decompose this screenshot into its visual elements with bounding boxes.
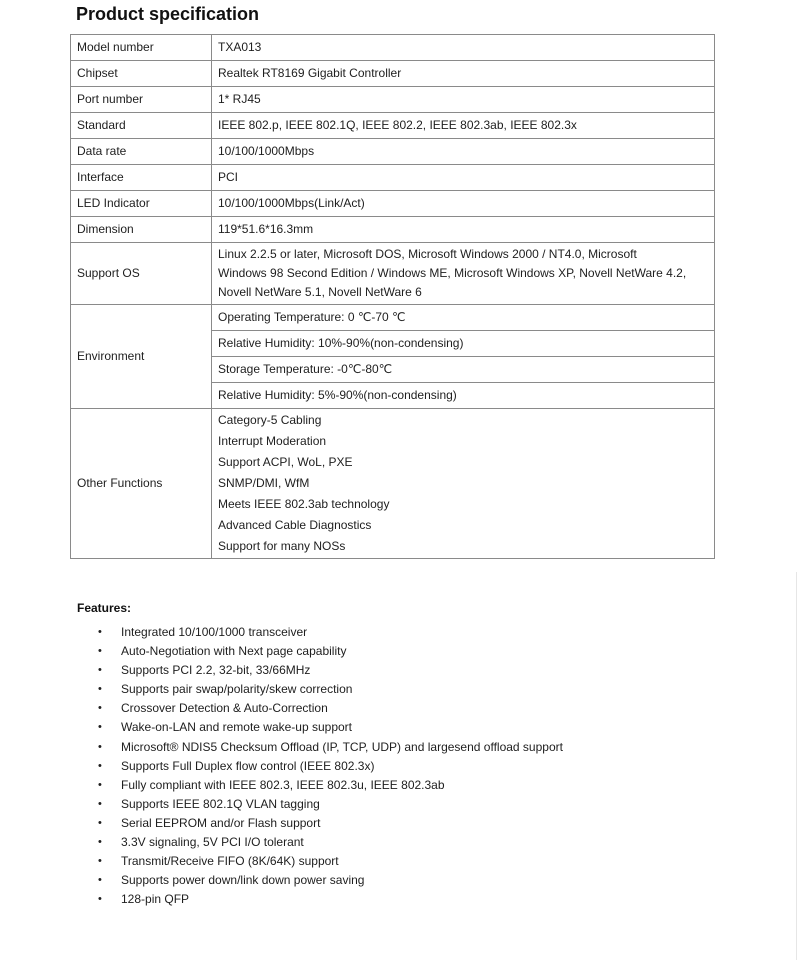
list-item xyxy=(96,852,563,871)
spec-row-chipset xyxy=(71,61,715,87)
feature-text: Wake-on-LAN and remote wake-up support xyxy=(121,720,352,735)
spec-label: Model number xyxy=(71,35,212,61)
support-os-line: Novell NetWare 5.1, Novell NetWare 6 xyxy=(218,285,422,299)
spec-label: Standard xyxy=(71,113,212,139)
list-item xyxy=(96,871,563,890)
spec-value: IEEE 802.p, IEEE 802.1Q, IEEE 802.2, IEEE 802.3ab, IEEE 802.3x xyxy=(212,113,715,139)
feature-text: Supports Full Duplex flow control (IEEE 802.3x) xyxy=(121,758,375,773)
list-item xyxy=(96,699,563,718)
other-function-line: Support ACPI, WoL, PXE xyxy=(218,455,353,469)
feature-text: Auto-Negotiation with Next page capability xyxy=(121,644,347,659)
feature-text: 3.3V signaling, 5V PCI I/O tolerant xyxy=(121,835,304,850)
feature-text: Serial EEPROM and/or Flash support xyxy=(121,815,321,830)
feature-text: Supports IEEE 802.1Q VLAN tagging xyxy=(121,796,320,811)
spec-label: Environment xyxy=(71,305,212,409)
other-function-line: Meets IEEE 802.3ab technology xyxy=(218,497,390,511)
list-item xyxy=(96,680,563,699)
spec-label: Chipset xyxy=(71,61,212,87)
feature-text: Crossover Detection & Auto-Correction xyxy=(121,701,328,716)
spec-table xyxy=(70,34,715,559)
spec-label: Other Functions xyxy=(71,409,212,559)
feature-text: Integrated 10/100/1000 transceiver xyxy=(121,625,308,639)
environment-value: Relative Humidity: 5%-90%(non-condensing) xyxy=(212,383,715,409)
bullet-icon: • xyxy=(98,874,102,887)
feature-text: 128-pin QFP xyxy=(121,892,190,907)
support-os-line: Linux 2.2.5 or later, Microsoft DOS, Microsoft Windows 2000 / NT4.0, Microsoft xyxy=(218,247,637,261)
spec-value: Realtek RT8169 Gigabit Controller xyxy=(212,61,715,87)
features-list xyxy=(96,623,563,909)
spec-row-environment xyxy=(71,305,715,331)
bullet-icon: • xyxy=(98,645,102,658)
bullet-icon: • xyxy=(98,683,102,696)
bullet-icon: • xyxy=(98,759,102,772)
spec-label: Support OS xyxy=(71,243,212,305)
spec-label: Data rate xyxy=(71,139,212,165)
bullet-icon: • xyxy=(98,626,102,638)
list-item xyxy=(96,890,563,909)
other-function-line: Support for many NOSs xyxy=(218,539,346,553)
list-item xyxy=(96,738,563,757)
page-edge-divider xyxy=(796,572,797,960)
support-os-line: Windows 98 Second Edition / Windows ME, Microsoft Windows XP, Novell NetWare 4.2, xyxy=(218,266,687,280)
spec-value-multiline xyxy=(212,243,715,305)
feature-text: Supports pair swap/polarity/skew correction xyxy=(121,682,353,697)
bullet-icon: • xyxy=(98,836,102,849)
spec-value: TXA013 xyxy=(212,35,715,61)
bullet-icon: • xyxy=(98,797,102,810)
feature-text: Transmit/Receive FIFO (8K/64K) support xyxy=(121,854,339,869)
bullet-icon: • xyxy=(98,664,102,677)
bullet-icon: • xyxy=(98,816,102,829)
bullet-icon: • xyxy=(98,893,102,906)
features-heading: Features: xyxy=(77,601,132,615)
environment-value: Storage Temperature: -0℃-80℃ xyxy=(212,357,715,383)
spec-label: LED Indicator xyxy=(71,191,212,217)
list-item xyxy=(96,814,563,833)
other-function-line: Category-5 Cabling xyxy=(218,413,322,427)
spec-value: PCI xyxy=(212,165,715,191)
list-item xyxy=(96,776,563,795)
bullet-icon: • xyxy=(98,702,102,715)
bullet-icon: • xyxy=(98,721,102,734)
list-item xyxy=(96,623,563,642)
feature-text: Supports power down/link down power saving xyxy=(121,873,365,888)
spec-label: Port number xyxy=(71,87,212,113)
spec-value: 1* RJ45 xyxy=(212,87,715,113)
other-function-line: SNMP/DMI, WfM xyxy=(218,476,310,490)
spec-value: 119*51.6*16.3mm xyxy=(212,217,715,243)
list-item xyxy=(96,833,563,852)
list-item xyxy=(96,642,563,661)
feature-text: Microsoft® NDIS5 Checksum Offload (IP, TCP, UDP) and largesend offload support xyxy=(121,739,563,754)
list-item xyxy=(96,795,563,814)
other-function-line: Advanced Cable Diagnostics xyxy=(218,518,372,532)
spec-row-other-functions xyxy=(71,409,715,559)
bullet-icon: • xyxy=(98,740,102,753)
spec-row-led xyxy=(71,191,715,217)
spec-label: Dimension xyxy=(71,217,212,243)
spec-value: 10/100/1000Mbps(Link/Act) xyxy=(212,191,715,217)
spec-label: Interface xyxy=(71,165,212,191)
bullet-icon: • xyxy=(98,778,102,791)
bullet-icon: • xyxy=(98,855,102,868)
spec-value-list xyxy=(212,409,715,559)
spec-row-support-os xyxy=(71,243,715,305)
list-item xyxy=(96,718,563,737)
environment-value: Operating Temperature: 0 ℃-70 ℃ xyxy=(212,305,715,331)
environment-value: Relative Humidity: 10%-90%(non-condensing) xyxy=(212,331,715,357)
spec-row-interface xyxy=(71,165,715,191)
spec-row-standard xyxy=(71,113,715,139)
page-title: Product specification xyxy=(76,4,260,24)
spec-value: 10/100/1000Mbps xyxy=(212,139,715,165)
feature-text: Supports PCI 2.2, 32-bit, 33/66MHz xyxy=(121,663,311,678)
spec-row-datarate xyxy=(71,139,715,165)
list-item xyxy=(96,661,563,680)
spec-row-model xyxy=(71,35,715,61)
spec-row-dimension xyxy=(71,217,715,243)
feature-text: Fully compliant with IEEE 802.3, IEEE 802.3u, IEEE 802.3ab xyxy=(121,777,445,792)
other-function-line: Interrupt Moderation xyxy=(218,434,327,448)
spec-row-port xyxy=(71,87,715,113)
list-item xyxy=(96,757,563,776)
